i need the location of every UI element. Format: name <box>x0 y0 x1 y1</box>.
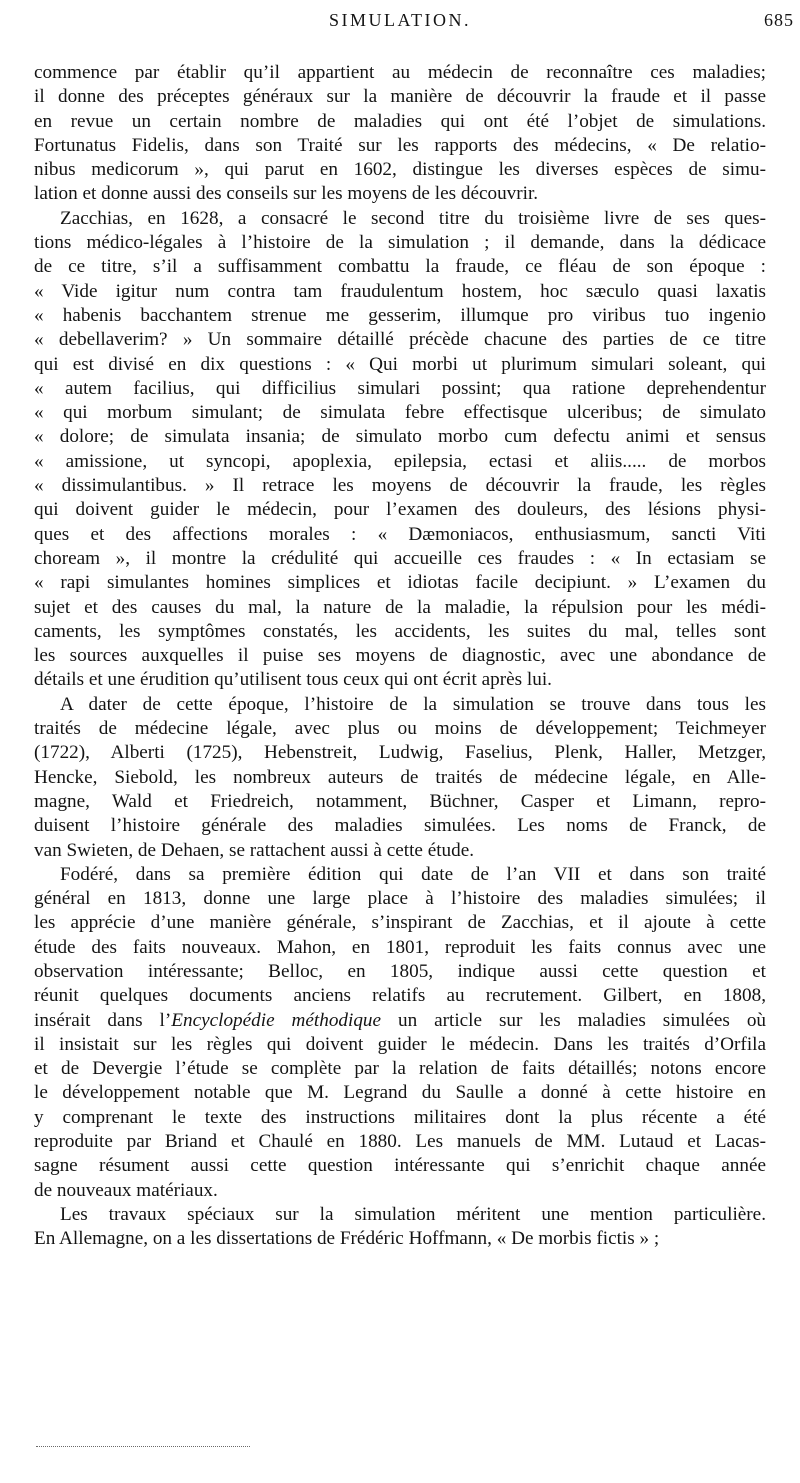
text-line: Fodéré, dans sa première édition qui date de l’an VII et dans son traité <box>60 863 766 885</box>
text-line: insérait dans l’Encyclopédie méthodique un article sur les maladies simulées où <box>34 1009 767 1031</box>
text-line: il insistait sur les règles qui doivent guider le médecin. Dans les traités d’Orfila <box>34 1033 766 1055</box>
paragraph <box>34 1203 766 1252</box>
text-line: « dissimulantibus. » Il retrace les moyens de découvrir la fraude, les règles <box>34 475 766 497</box>
text-line: reproduite par Briand et Chaulé en 1880. Les manuels de MM. Lutaud et Lacas- <box>34 1131 766 1153</box>
paragraph <box>34 61 766 207</box>
text-line: « Vide igitur num contra tam fraudulentum hostem, hoc sæculo quasi laxatis <box>34 280 766 302</box>
paragraph <box>34 207 766 693</box>
text-line: (1722), Alberti (1725), Hebenstreit, Ludwig, Faselius, Plenk, Haller, Metzger, <box>34 742 766 764</box>
text-line: observation intéressante; Belloc, en 1805, indique aussi cette question et <box>34 960 766 982</box>
text-line: caments, les symptômes constatés, les accidents, les suites du mal, telles sont <box>34 620 766 642</box>
text-line: En Allemagne, on a les dissertations de Frédéric Hoffmann, « De morbis fictis » ; <box>34 1228 660 1250</box>
text-line: commence par établir qu’il appartient au médecin de reconnaître ces maladies; <box>34 62 766 83</box>
text-line: étude des faits nouveaux. Mahon, en 1801, reproduit les faits connus avec une <box>34 936 766 958</box>
text-line: de ce titre, s’il a suffisamment combattu la fraude, ce fléau de son époque : <box>34 256 766 278</box>
paragraph <box>34 693 766 863</box>
text-line: tions médico-légales à l’histoire de la simulation ; il demande, dans la dédicace <box>34 232 766 254</box>
text-line: Les travaux spéciaux sur la simulation méritent une mention particulière. <box>60 1203 766 1225</box>
text-line: A dater de cette époque, l’histoire de la simulation se trouve dans tous les <box>60 693 766 715</box>
text-line: Hencke, Siebold, les nombreux auteurs de traités de médecine légale, en Alle- <box>34 766 766 788</box>
text-line: réunit quelques documents anciens relatifs au recrutement. Gilbert, en 1808, <box>34 985 766 1007</box>
text-line: de nouveaux matériaux. <box>34 1179 218 1201</box>
text-line: qui doivent guider le médecin, pour l’examen des douleurs, des lésions physi- <box>34 499 766 521</box>
text-line: « qui morbum simulant; de simulata febre effectisque ulceribus; de simulato <box>34 402 766 424</box>
text-line: il donne des préceptes généraux sur la manière de découvrir la fraude et il passe <box>34 86 766 108</box>
text-line: Zacchias, en 1628, a consacré le second titre du troisième livre de ses ques- <box>60 207 766 229</box>
text-line: magne, Wald et Friedreich, notamment, Büchner, Casper et Limann, repro- <box>34 790 766 812</box>
running-header <box>0 6 800 36</box>
text-line: y comprenant le texte des instructions militaires dont la plus récente a été <box>34 1106 766 1128</box>
text-line: van Swieten, de Dehaen, se rattachent aussi à cette étude. <box>34 839 475 861</box>
text-line: « debellaverim? » Un sommaire détaillé précède chacune des parties de ce titre <box>34 329 766 351</box>
text-line: qui est divisé en dix questions : « Qui morbi ut plurimum simulari soleant, qui <box>34 353 766 375</box>
text-line: ques et des affections morales : « Dæmoniacos, enthusiasmum, sancti Viti <box>34 523 766 545</box>
text-line: traités de médecine légale, avec plus ou moins de développement; Teichmeyer <box>34 718 766 740</box>
text-line: sagne résument aussi cette question intéressante qui s’enrichit chaque année <box>34 1155 766 1177</box>
running-title: SIMULATION. <box>329 10 471 30</box>
text-line: lation et donne aussi des conseils sur les moyens de les découvrir. <box>34 183 539 205</box>
body-text <box>34 61 766 1252</box>
text-line: duisent l’histoire générale des maladies simulées. Les noms de Franck, de <box>34 815 766 837</box>
text-line: Fortunatus Fidelis, dans son Traité sur les rapports des médecins, « De relatio- <box>34 134 766 156</box>
text-line: nibus medicorum », qui parut en 1602, distingue les diverses espèces de simu- <box>34 159 766 181</box>
text-line: choream », il montre la crédulité qui accueille ces fraudes : « In ectasiam se <box>34 547 766 569</box>
text-line: sujet et des causes du mal, la nature de la maladie, la répulsion pour les médi- <box>34 596 766 618</box>
text-line: en revue un certain nombre de maladies qui ont été l’objet de simulations. <box>34 110 766 132</box>
text-line: détails et une érudition qu’utilisent tous ceux qui ont écrit après lui. <box>34 669 552 691</box>
text-line: « amissione, ut syncopi, apoplexia, epilepsia, ectasi et aliis..... de morbos <box>34 450 766 472</box>
text-line: et de Devergie l’étude se complète par la relation de faits détaillés; notons encore <box>34 1058 766 1080</box>
text-line: le développement notable que M. Legrand du Saulle a donné à cette histoire en <box>34 1082 766 1104</box>
text-line: « habenis bacchantem strenue me gesserim, illumque pro viribus tuo ingenio <box>34 304 766 326</box>
text-line: « rapi simulantes homines simplices et idiotas facile decipiunt. » L’examen du <box>34 572 766 594</box>
text-line: général en 1813, donne une large place à l’histoire des maladies simulées; il <box>34 888 766 910</box>
text-line: les sources auxquelles il puise ses moyens de diagnostic, avec une abondance de <box>34 645 766 667</box>
paragraph <box>34 863 766 1203</box>
italic-title: Encyclopédie méthodique <box>171 1009 382 1031</box>
footer-rule <box>36 1446 250 1447</box>
text-line: « autem facilius, qui difficilius simulari possint; qua ratione deprehendentur <box>34 377 766 399</box>
page-number: 685 <box>764 10 794 30</box>
text-line: les apprécie d’une manière générale, s’inspirant de Zacchias, et il ajoute à cette <box>34 912 766 934</box>
text-line: « dolore; de simulata insania; de simulato morbo cum defectu animi et sensus <box>34 426 766 448</box>
